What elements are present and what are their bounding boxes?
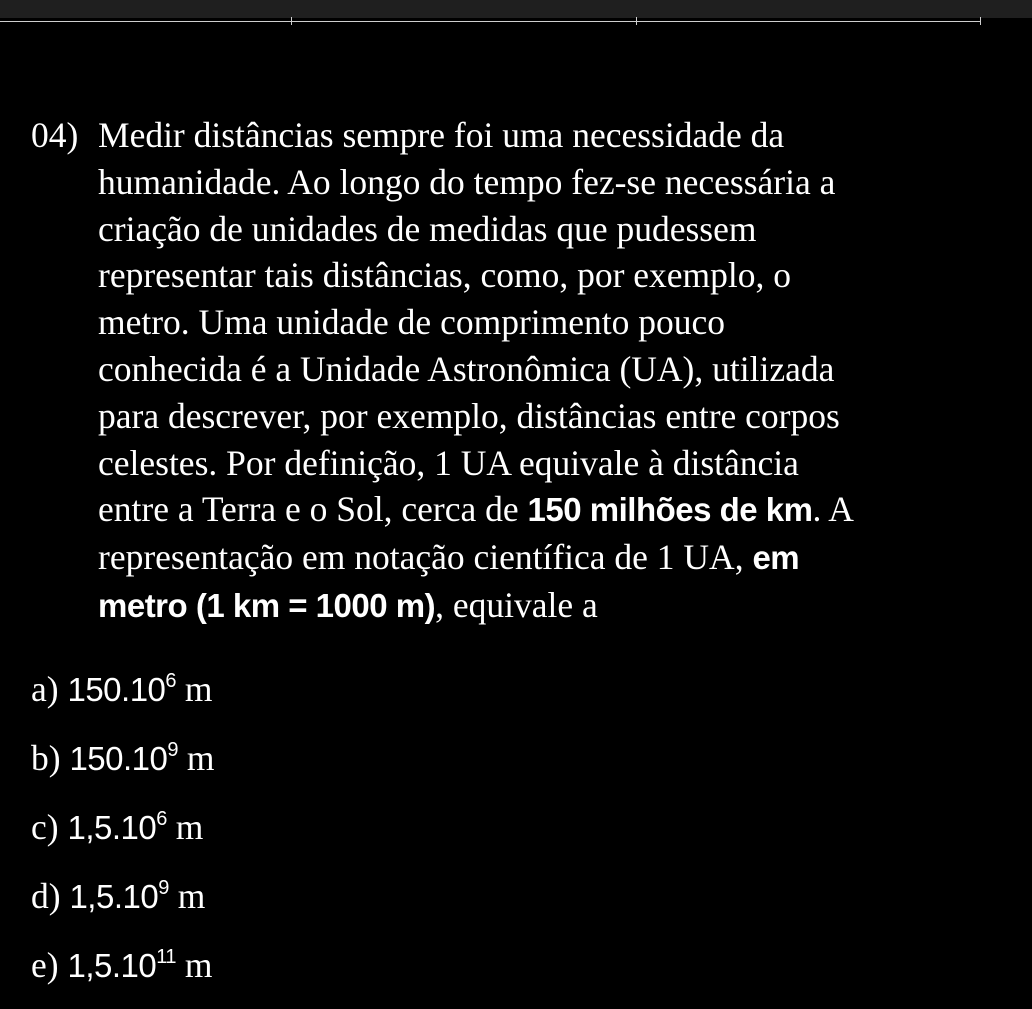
option-base: 1,5.10 [69, 878, 159, 915]
option-e[interactable] [31, 940, 215, 1009]
option-exponent: 6 [165, 670, 177, 692]
emphasis-unit: em [752, 539, 800, 577]
option-unit: m [184, 945, 213, 985]
option-d[interactable] [31, 871, 215, 940]
option-a[interactable] [31, 664, 215, 733]
question-line: representar tais distâncias, como, por exemplo, o [98, 255, 792, 296]
option-c[interactable] [31, 802, 215, 871]
option-value [67, 671, 176, 708]
question-number: 04) [31, 115, 79, 155]
option-unit: m [175, 807, 204, 847]
question-line [98, 534, 991, 582]
question-block [31, 112, 991, 630]
question-line [98, 582, 991, 630]
option-letter: a) [31, 669, 59, 709]
option-base: 150.10 [69, 740, 168, 777]
ruler-line [0, 21, 981, 22]
option-exponent: 9 [167, 739, 179, 761]
ruler-tick [636, 17, 637, 25]
top-bar [0, 0, 1032, 18]
option-unit: m [177, 876, 206, 916]
question-line: criação de unidades de medidas que pudessem [98, 208, 757, 249]
option-exponent: 9 [158, 877, 169, 899]
question-text [98, 112, 991, 630]
option-b[interactable] [31, 733, 215, 802]
option-unit: m [186, 738, 215, 778]
option-value [67, 809, 166, 846]
option-letter: e) [31, 945, 59, 985]
option-value [69, 878, 168, 915]
line-text: entre a Terra e o Sol, cerca de [98, 489, 528, 530]
option-exponent: 11 [156, 946, 176, 968]
ruler-tick [980, 17, 981, 25]
question-line: humanidade. Ao longo do tempo fez-se necessária a [98, 161, 836, 202]
line-text: representação em notação científica de 1 UA, [98, 537, 753, 578]
option-base: 1,5.10 [67, 947, 157, 984]
option-letter: c) [31, 807, 59, 847]
option-unit: m [184, 669, 213, 709]
option-value [67, 947, 176, 984]
question-line: celestes. Por definição, 1 UA equivale à distância [98, 442, 799, 483]
question-line: para descrever, por exemplo, distâncias entre corpos [98, 395, 840, 436]
option-letter: d) [31, 876, 61, 916]
emphasis-distance: 150 milhões de km [527, 491, 813, 529]
option-letter: b) [31, 738, 61, 778]
option-value [69, 740, 178, 777]
question-line: metro. Uma unidade de comprimento pouco [98, 302, 725, 343]
question-line: Medir distâncias sempre foi uma necessidade da [98, 115, 785, 155]
option-base: 1,5.10 [67, 809, 157, 846]
line-text: , equivale a [435, 584, 598, 625]
ruler-tick [291, 17, 292, 25]
emphasis-conversion: metro (1 km = 1000 m) [98, 586, 436, 624]
question-line: conhecida é a Unidade Astronômica (UA), utilizada [98, 348, 835, 389]
option-exponent: 6 [156, 808, 167, 830]
line-text: . A [812, 489, 854, 530]
option-base: 150.10 [67, 671, 166, 708]
answer-options [31, 664, 215, 1009]
question-line [98, 486, 991, 534]
